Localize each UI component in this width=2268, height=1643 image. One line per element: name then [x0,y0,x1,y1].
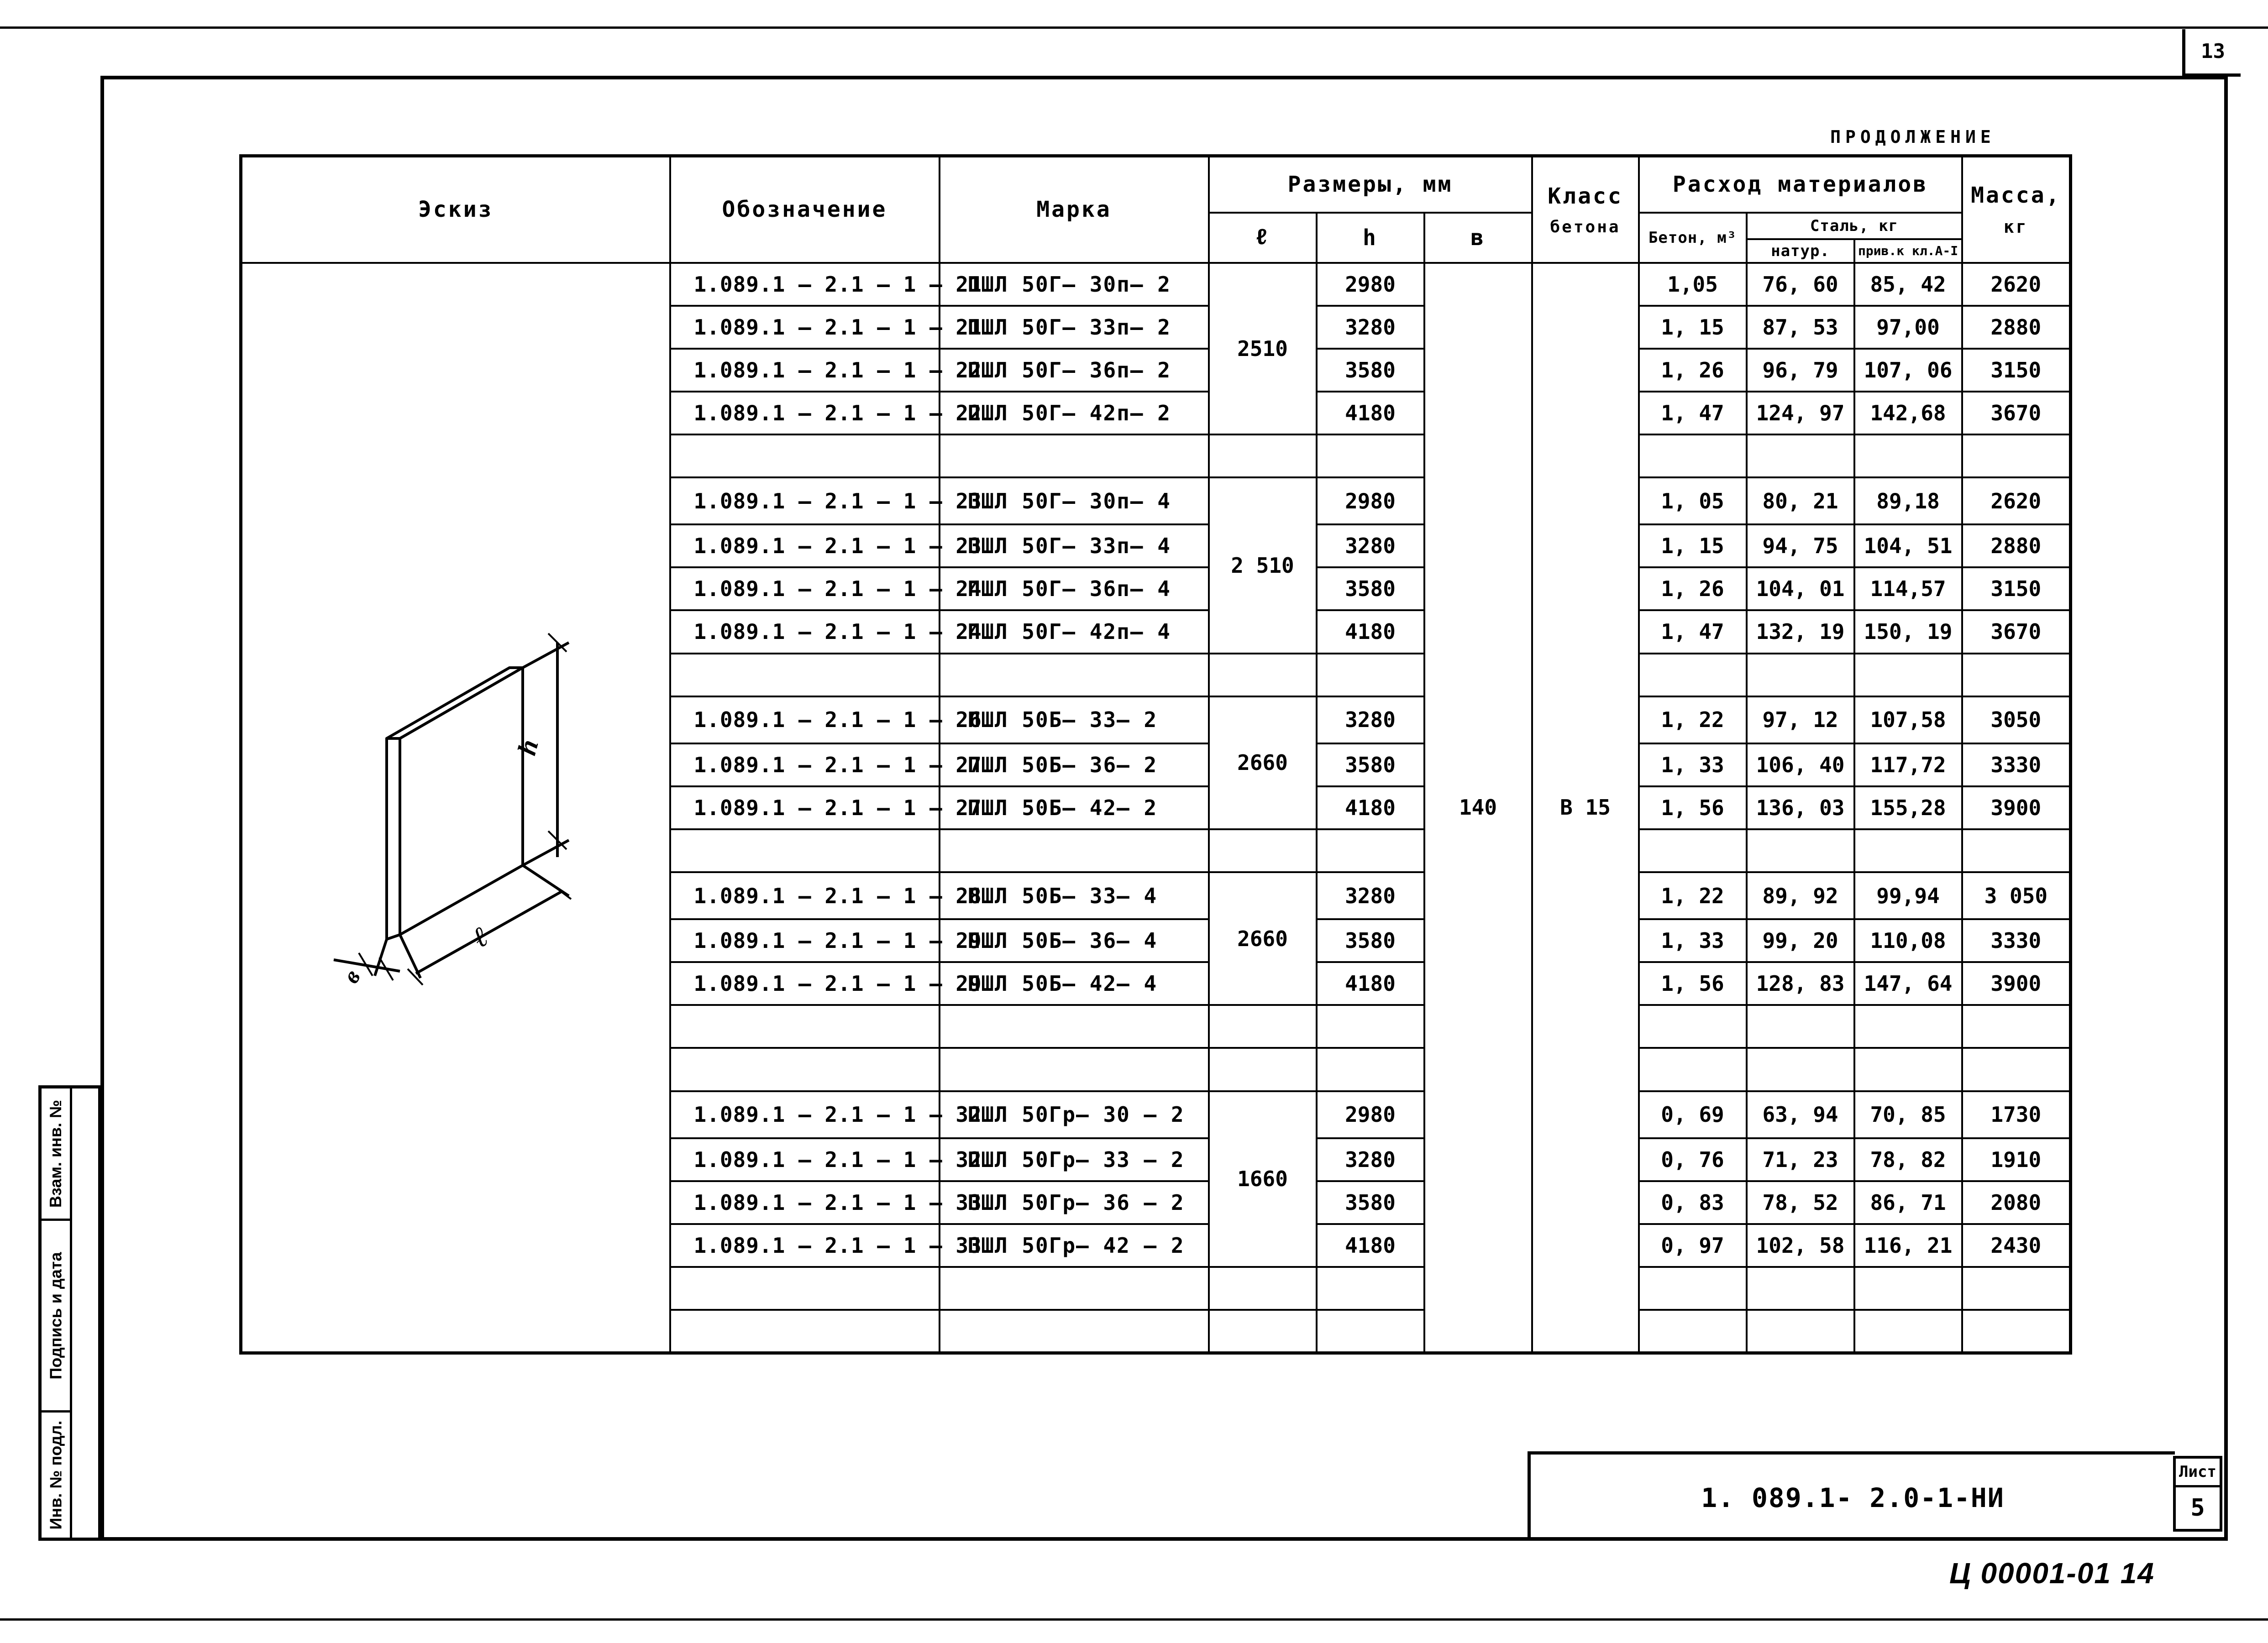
blank-cell [1854,1267,1962,1310]
nat-cell: 136, 03 [1747,786,1854,829]
dim-h-cell: 3580 [1317,919,1424,962]
sketch-cell [241,263,670,1353]
blank-cell [670,1048,940,1091]
header-mass-line2: кг [2003,217,2028,237]
side-replace-inv-label: Взам. инв. № [46,1099,65,1208]
mass-cell: 2880 [1962,306,2071,349]
blank-cell [940,434,1209,477]
mark-cell: ПШЛ 50Б– 33– 2 [940,696,1209,743]
mark-cell: ПШЛ 50Гр– 33 – 2 [940,1138,1209,1181]
nat-cell: 106, 40 [1747,743,1854,786]
sketch-label-h: h [511,736,544,758]
red-cell: 107, 06 [1854,349,1962,392]
blank-cell [940,654,1209,696]
red-cell: 70, 85 [1854,1091,1962,1138]
dim-h-cell: 3280 [1317,872,1424,919]
side-cell-inv-orig [42,1413,70,1538]
nat-cell: 128, 83 [1747,962,1854,1005]
concrete-class-cell: В 15 [1532,263,1639,1353]
header-dimensions: Размеры, мм [1209,156,1532,213]
conc-cell: 1, 15 [1639,306,1747,349]
blank-cell [940,1048,1209,1091]
blank-cell [940,1267,1209,1310]
mark-cell: ПШЛ 50Г– 33п– 2 [940,306,1209,349]
mass-cell: 2620 [1962,477,2071,524]
designation-cell: 1.089.1 – 2.1 – 1 – 33 [670,1224,940,1267]
blank-cell [1747,654,1854,696]
dim-h-cell: 2980 [1317,263,1424,306]
header-sketch: Эскиз [241,156,670,263]
blank-cell [670,829,940,872]
mass-cell: 3330 [1962,919,2071,962]
designation-cell: 1.089.1 – 2.1 – 1 – 32 [670,1138,940,1181]
blank-cell [1962,1005,2071,1048]
conc-cell: 1, 15 [1639,524,1747,567]
header-dim-l: ℓ [1209,213,1317,263]
nat-cell: 71, 23 [1747,1138,1854,1181]
header-mass-line1: Масса, [1971,183,2061,209]
mark-cell: ПШЛ 50Г– 42п– 2 [940,392,1209,434]
mass-cell: 3670 [1962,392,2071,434]
sheet-box [2173,1456,2222,1532]
dim-h-cell: 4180 [1317,786,1424,829]
red-cell: 114,57 [1854,567,1962,610]
nat-cell: 63, 94 [1747,1091,1854,1138]
nat-cell: 76, 60 [1747,263,1854,306]
mass-cell: 2430 [1962,1224,2071,1267]
nat-cell: 124, 97 [1747,392,1854,434]
top-border-line [0,26,2268,29]
designation-cell: 1.089.1 – 2.1 – 1 – 24 [670,610,940,653]
dim-l-cell: 2510 [1209,263,1317,435]
mark-cell: ПШЛ 50Гр– 36 – 2 [940,1181,1209,1224]
header-concrete-class-line1: Класс [1548,183,1623,209]
nat-cell: 132, 19 [1747,610,1854,653]
blank-cell [1209,1310,1317,1353]
blank-cell [1747,829,1854,872]
blank-cell [1639,1267,1747,1310]
header-materials: Расход материалов [1639,156,1962,213]
sheet-number: 5 [2190,1494,2205,1522]
header-steel: Сталь, кг [1747,213,1962,239]
designation-cell: 1.089.1 – 2.1 – 1 – 23 [670,524,940,567]
dim-l-cell: 1660 [1209,1091,1317,1267]
nat-cell: 78, 52 [1747,1181,1854,1224]
mark-cell: ПШЛ 50Б– 36– 4 [940,919,1209,962]
blank-cell [1209,1005,1317,1048]
blank-cell [1639,1310,1747,1353]
red-cell: 97,00 [1854,306,1962,349]
blank-cell [1962,1267,2071,1310]
dim-h-cell: 3580 [1317,567,1424,610]
mass-cell: 3900 [1962,786,2071,829]
blank-cell [1962,654,2071,696]
red-cell: 78, 82 [1854,1138,1962,1181]
blank-cell [1639,1005,1747,1048]
blank-cell [1317,1310,1424,1353]
specification-table [239,154,2072,1355]
mass-cell: 3050 [1962,696,2071,743]
blank-cell [1639,1048,1747,1091]
blank-cell [940,829,1209,872]
blank-cell [1209,654,1317,696]
conc-cell: 0, 83 [1639,1181,1747,1224]
conc-cell: 1, 33 [1639,743,1747,786]
side-cell-signature-date [42,1221,70,1413]
mass-cell: 3150 [1962,349,2071,392]
blank-cell [1854,1310,1962,1353]
conc-cell: 1, 22 [1639,872,1747,919]
dim-h-cell: 3580 [1317,349,1424,392]
designation-cell: 1.089.1 – 2.1 – 1 – 26 [670,696,940,743]
nat-cell: 104, 01 [1747,567,1854,610]
dim-h-cell: 2980 [1317,477,1424,524]
blank-cell [1854,654,1962,696]
blank-cell [1747,1310,1854,1353]
blank-cell [1317,1048,1424,1091]
conc-cell: 1, 33 [1639,919,1747,962]
dim-h-cell: 4180 [1317,610,1424,653]
side-cell-replace-inv [42,1088,70,1221]
conc-cell: 1, 05 [1639,477,1747,524]
header-concrete-class [1532,156,1639,263]
sheet-label: Лист [2176,1459,2220,1487]
conc-cell: 1, 47 [1639,392,1747,434]
bottom-border-line [0,1618,2268,1621]
blank-cell [670,654,940,696]
nat-cell: 80, 21 [1747,477,1854,524]
blank-cell [1209,1048,1317,1091]
blank-cell [1747,1005,1854,1048]
blank-cell [1317,434,1424,477]
blank-cell [1209,434,1317,477]
mark-cell: ПШЛ 50Б– 33– 4 [940,872,1209,919]
mark-cell: ПШЛ 50Г– 30п– 4 [940,477,1209,524]
nat-cell: 99, 20 [1747,919,1854,962]
header-steel-reduced: прив.к кл.А-I [1854,239,1962,263]
header-designation: Обозначение [670,156,940,263]
red-cell: 116, 21 [1854,1224,1962,1267]
red-cell: 155,28 [1854,786,1962,829]
red-cell: 117,72 [1854,743,1962,786]
document-code: 1. 089.1- 2.0-1-НИ [1701,1482,2005,1513]
designation-cell: 1.089.1 – 2.1 – 1 – 32 [670,1091,940,1138]
conc-cell: 1, 47 [1639,610,1747,653]
designation-cell: 1.089.1 – 2.1 – 1 – 29 [670,919,940,962]
header-mass [1962,156,2071,263]
conc-cell: 0, 97 [1639,1224,1747,1267]
mass-cell: 3330 [1962,743,2071,786]
conc-cell: 1, 56 [1639,962,1747,1005]
blank-cell [1854,434,1962,477]
designation-cell: 1.089.1 – 2.1 – 1 – 28 [670,872,940,919]
conc-cell: 1, 26 [1639,349,1747,392]
side-approval-block [38,1085,101,1541]
nat-cell: 94, 75 [1747,524,1854,567]
side-divider [70,1088,72,1538]
header-concrete-class-line2: бетона [1550,217,1621,236]
designation-cell: 1.089.1 – 2.1 – 1 – 22 [670,349,940,392]
dim-h-cell: 3580 [1317,1181,1424,1224]
designation-cell: 1.089.1 – 2.1 – 1 – 21 [670,306,940,349]
header-dim-h: h [1317,213,1424,263]
mass-cell: 2620 [1962,263,2071,306]
blank-cell [1209,829,1317,872]
dim-h-cell: 4180 [1317,392,1424,434]
conc-cell: 1, 26 [1639,567,1747,610]
mass-cell: 2880 [1962,524,2071,567]
blank-cell [1962,829,2071,872]
nat-cell: 87, 53 [1747,306,1854,349]
conc-cell: 1, 22 [1639,696,1747,743]
blank-cell [1854,1048,1962,1091]
blank-cell [1317,1005,1424,1048]
blank-cell [670,1310,940,1353]
blank-cell [1962,1310,2071,1353]
dim-h-cell: 3280 [1317,306,1424,349]
dim-h-cell: 4180 [1317,962,1424,1005]
sketch-label-b: в [338,965,366,988]
designation-cell: 1.089.1 – 2.1 – 1 – 24 [670,567,940,610]
blank-cell [1962,1048,2071,1091]
mark-cell: ПШЛ 50Г– 42п– 4 [940,610,1209,653]
mark-cell: ПШЛ 50Б– 42– 4 [940,962,1209,1005]
dim-l-cell: 2660 [1209,696,1317,829]
conc-cell: 0, 69 [1639,1091,1747,1138]
mark-cell: ПШЛ 50Гр– 30 – 2 [940,1091,1209,1138]
nat-cell: 89, 92 [1747,872,1854,919]
dim-l-cell: 2660 [1209,872,1317,1005]
nat-cell: 102, 58 [1747,1224,1854,1267]
blank-cell [940,1005,1209,1048]
designation-cell: 1.089.1 – 2.1 – 1 – 27 [670,786,940,829]
blank-cell [1317,1267,1424,1310]
designation-cell: 1.089.1 – 2.1 – 1 – 21 [670,263,940,306]
mass-cell: 2080 [1962,1181,2071,1224]
panel-side-face [400,668,523,935]
panel-sketch [242,264,672,1350]
conc-cell: 0, 76 [1639,1138,1747,1181]
header-steel-natural: натур. [1747,239,1854,263]
mass-cell: 3150 [1962,567,2071,610]
page-number: 13 [2182,29,2241,77]
dim-h-cell: 3280 [1317,524,1424,567]
dim-h-cell: 3280 [1317,696,1424,743]
blank-cell [670,1005,940,1048]
designation-cell: 1.089.1 – 2.1 – 1 – 33 [670,1181,940,1224]
blank-cell [1639,654,1747,696]
panel-front-face [387,738,400,939]
blank-cell [1209,1267,1317,1310]
mark-cell: ПШЛ 50Б– 36– 2 [940,743,1209,786]
designation-cell: 1.089.1 – 2.1 – 1 – 27 [670,743,940,786]
designation-cell: 1.089.1 – 2.1 – 1 – 29 [670,962,940,1005]
mass-cell: 1910 [1962,1138,2071,1181]
blank-cell [670,1267,940,1310]
side-inv-orig-label: Инв. № подл. [46,1420,65,1530]
red-cell: 107,58 [1854,696,1962,743]
blank-cell [1317,829,1424,872]
mark-cell: ПШЛ 50Г– 33п– 4 [940,524,1209,567]
blank-cell [1639,829,1747,872]
nat-cell: 96, 79 [1747,349,1854,392]
title-block [1528,1451,2175,1541]
mass-cell: 3670 [1962,610,2071,653]
red-cell: 147, 64 [1854,962,1962,1005]
dim-h-cell: 3580 [1317,743,1424,786]
dim-h-cell: 3280 [1317,1138,1424,1181]
blank-cell [1747,1267,1854,1310]
conc-cell: 1, 56 [1639,786,1747,829]
nat-cell: 97, 12 [1747,696,1854,743]
conc-cell: 1,05 [1639,263,1747,306]
blank-cell [1854,829,1962,872]
mark-cell: ПШЛ 50Г– 36п– 2 [940,349,1209,392]
mark-cell: ПШЛ 50Г– 30п– 2 [940,263,1209,306]
red-cell: 142,68 [1854,392,1962,434]
dim-l-cell: 2 510 [1209,477,1317,653]
red-cell: 86, 71 [1854,1181,1962,1224]
side-signature-date-label: Подпись и дата [46,1252,65,1379]
mark-cell: ПШЛ 50Гр– 42 – 2 [940,1224,1209,1267]
red-cell: 89,18 [1854,477,1962,524]
sketch-label-l: ℓ [467,921,493,954]
continuation-label: ПРОДОЛЖЕНИЕ [1830,127,1995,147]
red-cell: 85, 42 [1854,263,1962,306]
blank-cell [670,434,940,477]
red-cell: 104, 51 [1854,524,1962,567]
mark-cell: ПШЛ 50Б– 42– 2 [940,786,1209,829]
mass-cell: 3 050 [1962,872,2071,919]
red-cell: 99,94 [1854,872,1962,919]
mark-cell: ПШЛ 50Г– 36п– 4 [940,567,1209,610]
blank-cell [940,1310,1209,1353]
blank-cell [1747,434,1854,477]
footer-code: Ц 00001-01 14 [1949,1557,2155,1590]
mass-cell: 3900 [1962,962,2071,1005]
dim-b-cell: 140 [1424,263,1532,1353]
red-cell: 110,08 [1854,919,1962,962]
blank-cell [1747,1048,1854,1091]
dim-h-cell: 4180 [1317,1224,1424,1267]
blank-cell [1854,1005,1962,1048]
header-dim-b: в [1424,213,1532,263]
blank-cell [1962,434,2071,477]
designation-cell: 1.089.1 – 2.1 – 1 – 22 [670,392,940,434]
header-concrete-volume: Бетон, м³ [1639,213,1747,263]
table-row [241,263,2071,306]
blank-cell [1317,654,1424,696]
designation-cell: 1.089.1 – 2.1 – 1 – 23 [670,477,940,524]
mass-cell: 1730 [1962,1091,2071,1138]
red-cell: 150, 19 [1854,610,1962,653]
blank-cell [1639,434,1747,477]
header-mark: Марка [940,156,1209,263]
dim-h-cell: 2980 [1317,1091,1424,1138]
